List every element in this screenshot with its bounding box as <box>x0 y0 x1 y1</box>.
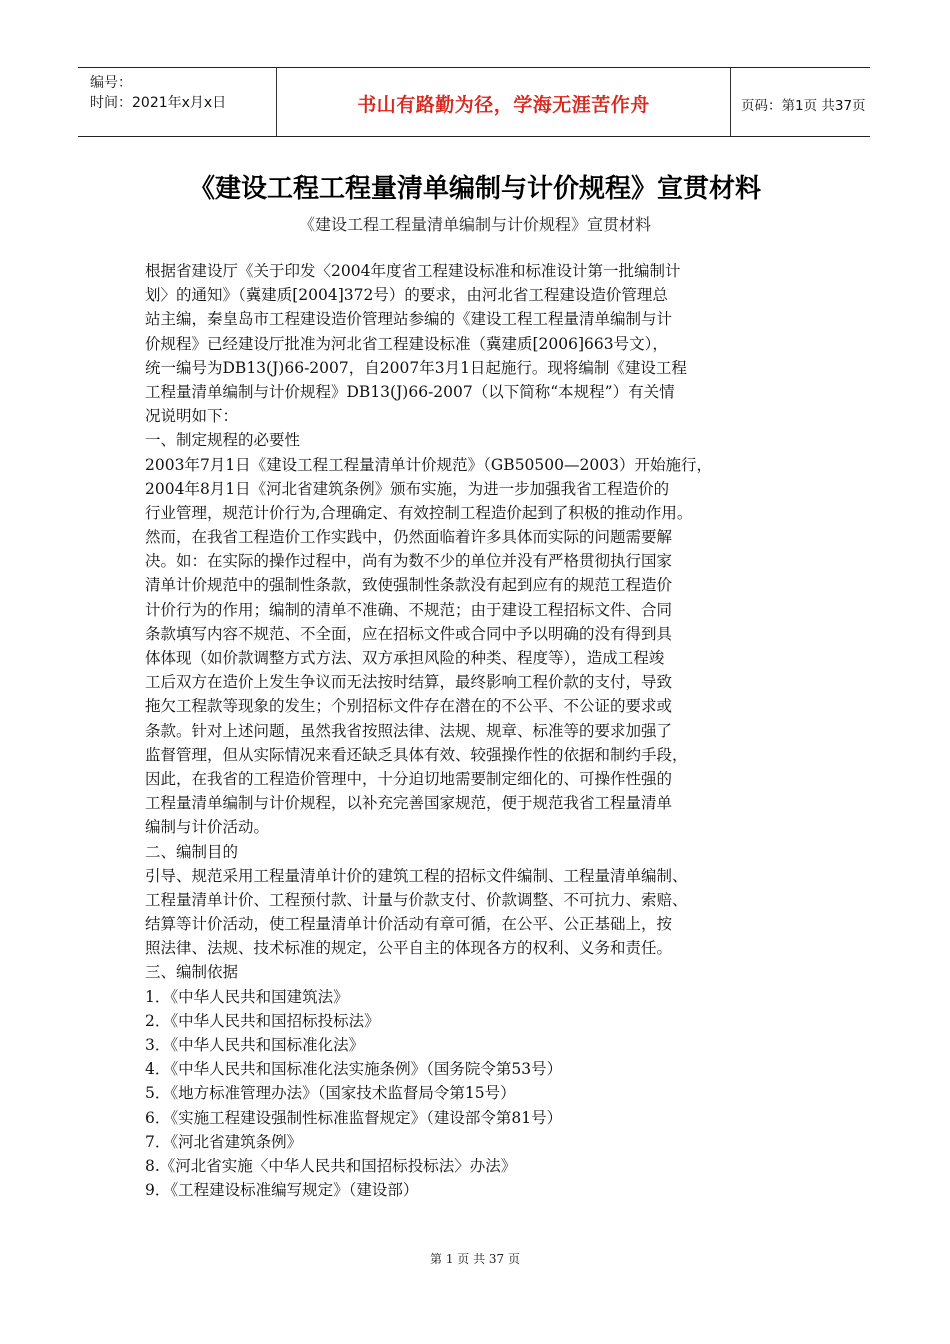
body-text-line: 一、制定规程的必要性 <box>145 431 301 450</box>
page-footer: 第 1 页 共 37 页 <box>430 1252 520 1266</box>
body-text-line: 3．《中华人民共和国标准化法》 <box>145 1036 365 1054</box>
document-body <box>145 259 825 1202</box>
document-title: 《建设工程工程量清单编制与计价规程》宣贯材料 <box>188 174 761 204</box>
document-number-label: 编号： <box>90 75 132 91</box>
header-meta-cell <box>78 68 277 136</box>
body-text-line: 工程量清单编制与计价规程》DB13(J)66-2007（以下简称“本规程”）有关情 <box>145 382 675 401</box>
body-text-line: 体体现（如价款调整方式方法、双方承担风险的种类、程度等），造成工程竣 <box>145 649 665 667</box>
body-text-line: 2004年8月1日《河北省建筑条例》颁布实施，为进一步加强我省工程造价的 <box>145 479 670 498</box>
body-text-line: 根据省建设厅《关于印发〈2004年度省工程建设标准和标准设计第一批编制计 <box>145 262 681 280</box>
body-text-line: 况说明如下： <box>145 407 239 426</box>
body-text-line: 工后双方在造价上发生争议而无法按时结算，最终影响工程价款的支付，导致 <box>145 673 673 692</box>
body-text-line: 工程量清单计价、工程预付款、计量与价款支付、价款调整、不可抗力、索赔、 <box>145 890 688 909</box>
body-text-line: 决。如：在实际的操作过程中，尚有为数不少的单位并没有严格贯彻执行国家 <box>145 552 673 571</box>
body-text-line: 站主编，秦皇岛市工程建设造价管理站参编的《建设工程工程量清单编制与计 <box>145 310 673 329</box>
body-text-line: 结算等计价活动，使工程量清单计价活动有章可循，在公平、公正基础上，按 <box>145 915 673 934</box>
header-motto: 书山有路勤为径，学海无涯苦作舟 <box>357 94 650 116</box>
body-text-line: 因此，在我省的工程造价管理中，十分迫切地需要制定细化的、可操作性强的 <box>145 769 673 788</box>
body-text-line: 条款。针对上述问题，虽然我省按照法律、法规、规章、标准等的要求加强了 <box>145 721 673 740</box>
body-text-line: 计价行为的作用；编制的清单不准确、不规范；由于建设工程招标文件、合同 <box>145 600 673 619</box>
body-text-line: 三、编制依据 <box>145 963 239 982</box>
body-text-line: 工程量清单编制与计价规程，以补充完善国家规范，便于规范我省工程量清单 <box>145 794 673 813</box>
header-page-info: 页码：第1页 共37页 <box>741 98 866 114</box>
body-text-line: 2003年7月1日《建设工程工程量清单计价规范》（GB50500—2003）开始施行， <box>145 455 712 474</box>
body-text-line: 2．《中华人民共和国招标投标法》 <box>145 1011 380 1030</box>
body-text-line: 编制与计价活动。 <box>145 818 270 837</box>
body-text-line: 清单计价规范中的强制性条款，致使强制性条款没有起到应有的规范工程造价 <box>145 576 673 595</box>
body-text-line: 4．《中华人民共和国标准化法实施条例》（国务院令第53号） <box>145 1060 563 1079</box>
body-text-line: 6．《实施工程建设强制性标准监督规定》（建设部令第81号） <box>145 1108 563 1127</box>
body-text-line: 二、编制目的 <box>145 842 239 861</box>
body-text-line: 统一编号为DB13(J)66-2007，自2007年3月1日起施行。现将编制《建设工程 <box>145 358 687 377</box>
document-subtitle: 《建设工程工程量清单编制与计价规程》宣贯材料 <box>298 215 651 234</box>
header-motto-cell <box>277 68 731 136</box>
body-text-line: 5．《地方标准管理办法》（国家技术监督局令第15号） <box>145 1084 516 1103</box>
body-text-line: 引导、规范采用工程量清单计价的建筑工程的招标文件编制、工程量清单编制、 <box>145 866 688 885</box>
body-text-line: 划〉的通知》（冀建质[2004]372号）的要求，由河北省工程建设造价管理总 <box>145 286 668 305</box>
body-text-line: 9．《工程建设标准编写规定》（建设部） <box>145 1181 419 1200</box>
body-text-line: 行业管理，规范计价行为,合理确定、有效控制工程造价起到了积极的推动作用。 <box>145 503 693 522</box>
header-page-cell <box>731 68 870 136</box>
body-text-line: 价规程》已经建设厅批准为河北省工程建设标准（冀建质[2006]663号文）， <box>145 334 668 353</box>
body-text-line: 1．《中华人民共和国建筑法》 <box>145 987 349 1006</box>
body-text-line: 7．《河北省建筑条例》 <box>145 1132 303 1151</box>
body-text-line: 拖欠工程款等现象的发生；个别招标文件存在潜在的不公平、不公证的要求或 <box>145 697 673 716</box>
document-time-label: 时间：2021年x月x日 <box>90 95 227 111</box>
body-text-line: 照法律、法规、技术标准的规定，公平自主的体现各方的权利、义务和责任。 <box>145 939 673 958</box>
body-text-line: 条款填写内容不规范、不全面，应在招标文件或合同中予以明确的没有得到具 <box>145 624 673 643</box>
header-table <box>78 67 870 137</box>
body-text-line: 然而，在我省工程造价工作实践中，仍然面临着许多具体而实际的问题需要解 <box>145 528 673 547</box>
body-text-line: 监督管理，但从实际情况来看还缺乏具体有效、较强操作性的依据和制约手段， <box>145 745 688 764</box>
body-text-line: 8.《河北省实施〈中华人民共和国招标投标法〉办法》 <box>145 1156 517 1175</box>
